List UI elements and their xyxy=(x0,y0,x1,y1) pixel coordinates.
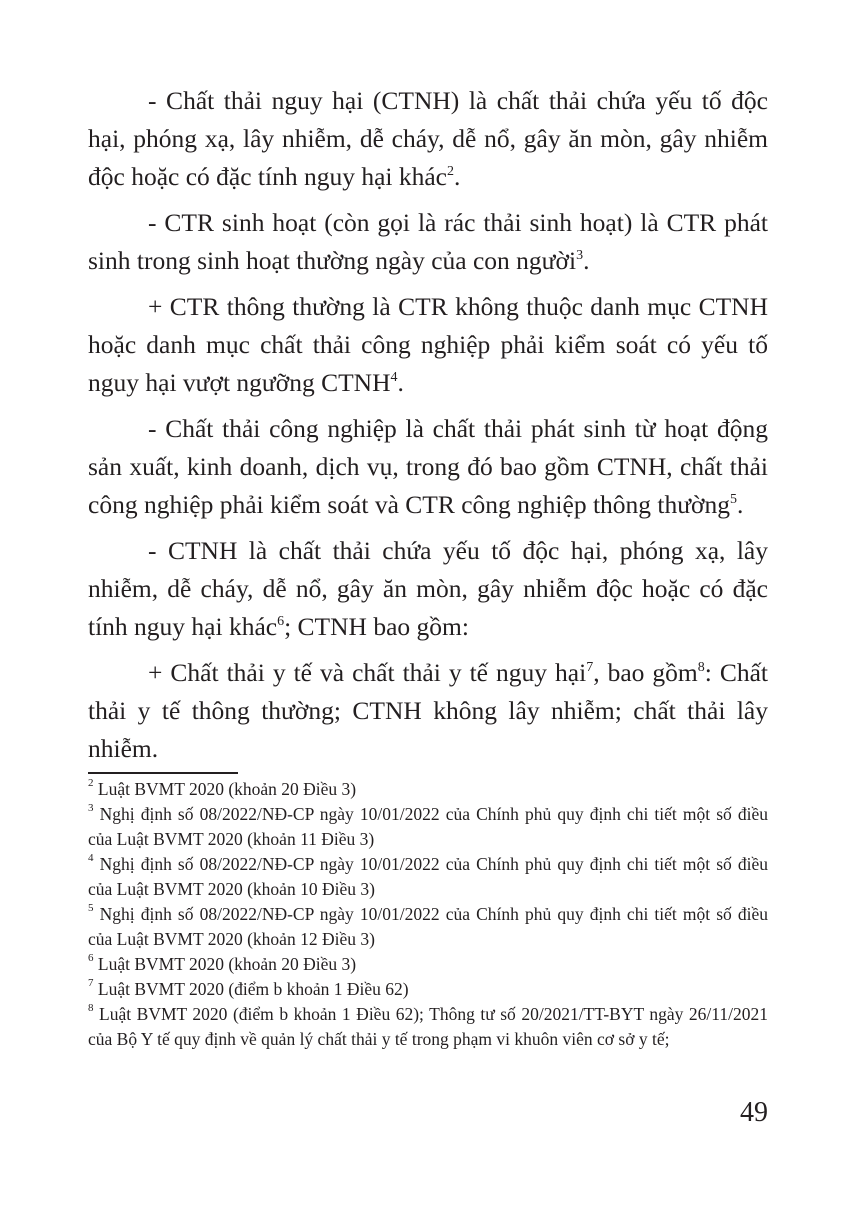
page-content xyxy=(88,82,768,1052)
footnote-text: Nghị định số 08/2022/NĐ-CP ngày 10/01/2022 của Chính phủ quy định chi tiết một số điều của Luật BVMT 2020 (khoản 11 Điều 3) xyxy=(88,804,769,849)
footnote-separator xyxy=(88,772,238,774)
footnote-ref[interactable]: 5 xyxy=(730,491,738,507)
footnote-text: Luật BVMT 2020 (khoản 20 Điều 3) xyxy=(97,954,357,974)
paragraph-chat-thai-y-te xyxy=(88,654,768,768)
footnote-text: Luật BVMT 2020 (điểm b khoản 1 Điều 62); Thông tư số 20/2021/TT-BYT ngày 26/11/2021 của Bộ Y tế quy định về quản lý chất thải y tế trong phạm vi khuôn viên cơ sở y tế; xyxy=(88,1004,769,1049)
footnote-text: Nghị định số 08/2022/NĐ-CP ngày 10/01/2022 của Chính phủ quy định chi tiết một số điều của Luật BVMT 2020 (khoản 12 Điều 3) xyxy=(88,904,769,949)
footnote-item xyxy=(88,802,768,852)
footnote-text: Luật BVMT 2020 (khoản 20 Điều 3) xyxy=(97,779,357,799)
paragraph-text: + Chất thải y tế và chất thải y tế nguy hại xyxy=(148,658,587,687)
paragraph-tail: ; CTNH bao gồm: xyxy=(284,612,469,641)
paragraph-text: - CTR sinh hoạt (còn gọi là rác thải sinh hoạt) là CTR phát sinh trong sinh hoạt thường ngày của con người xyxy=(88,208,768,275)
paragraph-tail: . xyxy=(454,162,461,191)
page-number: 49 xyxy=(740,1097,768,1128)
footnote-number: 4 xyxy=(88,852,94,865)
footnote-item xyxy=(88,777,768,802)
paragraph-ctr-sinh-hoat xyxy=(88,204,768,280)
footnote-item xyxy=(88,952,768,977)
paragraph-tail: . xyxy=(737,490,744,519)
footnote-ref[interactable]: 6 xyxy=(277,613,285,629)
paragraph-ctnh-bao-gom xyxy=(88,532,768,646)
footnote-text: Nghị định số 08/2022/NĐ-CP ngày 10/01/2022 của Chính phủ quy định chi tiết một số điều của Luật BVMT 2020 (khoản 10 Điều 3) xyxy=(88,854,769,899)
footnote-ref[interactable]: 7 xyxy=(586,659,594,675)
footnote-ref[interactable]: 3 xyxy=(576,247,584,263)
footnote-ref[interactable]: 4 xyxy=(390,369,398,385)
footnote-item xyxy=(88,852,768,902)
footnote-number: 7 xyxy=(88,977,94,990)
footnote-item xyxy=(88,902,768,952)
paragraph-mid: , bao gồm xyxy=(593,658,698,687)
paragraph-text: - Chất thải nguy hại (CTNH) là chất thải chứa yếu tố độc hại, phóng xạ, lây nhiễm, dễ cháy, dễ nổ, gây ăn mòn, gây nhiễm độc hoặc có đặc tính nguy hại khác xyxy=(88,86,768,191)
footnote-ref[interactable]: 8 xyxy=(697,659,705,675)
footnote-item xyxy=(88,1002,768,1052)
footnote-number: 2 xyxy=(88,777,94,790)
footnotes xyxy=(88,777,768,1052)
paragraph-text: + CTR thông thường là CTR không thuộc danh mục CTNH hoặc danh mục chất thải công nghiệp phải kiểm soát có yếu tố nguy hại vượt ngưỡng CTNH xyxy=(88,292,768,397)
footnote-number: 5 xyxy=(88,902,94,915)
paragraph-tail: . xyxy=(583,246,590,275)
footnote-number: 8 xyxy=(88,1002,94,1015)
paragraph-text: - CTNH là chất thải chứa yếu tố độc hại, phóng xạ, lây nhiễm, dễ cháy, dễ nổ, gây ăn mòn, gây nhiễm độc hoặc có đặc tính nguy hại khác xyxy=(88,536,768,641)
footnote-ref[interactable]: 2 xyxy=(447,163,454,179)
footnote-text: Luật BVMT 2020 (điểm b khoản 1 Điều 62) xyxy=(97,979,409,999)
footnote-number: 3 xyxy=(88,802,94,815)
footnote-number: 6 xyxy=(88,952,94,965)
paragraph-ctr-thong-thuong xyxy=(88,288,768,402)
paragraph-chat-thai-cong-nghiep xyxy=(88,410,768,524)
paragraph-ctnh-definition xyxy=(88,82,768,196)
footnote-item xyxy=(88,977,768,1002)
paragraph-text: - Chất thải công nghiệp là chất thải phát sinh từ hoạt động sản xuất, kinh doanh, dịch vụ, trong đó bao gồm CTNH, chất thải công nghiệp phải kiểm soát và CTR công nghiệp thông thường xyxy=(88,414,768,519)
paragraph-tail: : Chất thải y tế thông thường; CTNH không lây nhiễm; chất thải lây nhiễm. xyxy=(88,658,769,763)
paragraph-tail: . xyxy=(397,368,404,397)
